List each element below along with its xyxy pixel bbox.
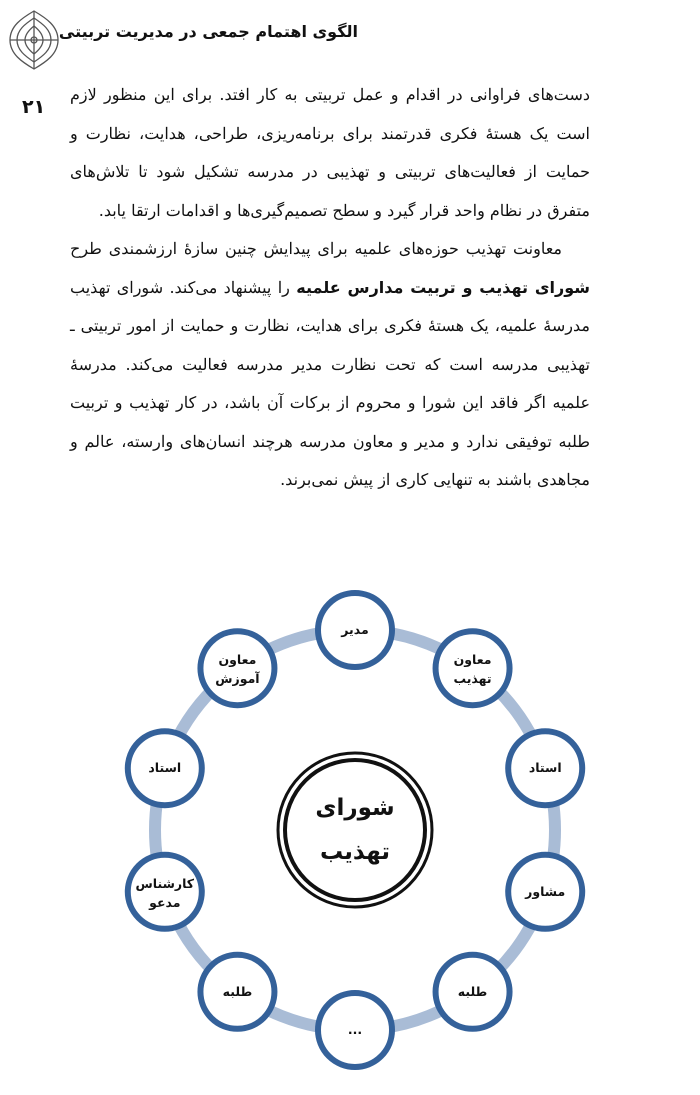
paragraph-2-rest: را پیشنهاد می‌کند. شورای تهذیب مدرسهٔ علمیه، یک هستهٔ فکری برای هدایت، نظارت و حمایت از امور تربیتی ـ تهذیبی مدرسه است که تحت نظارت مدیر مدرسه فعالیت می‌کند. مدرسهٔ علمیه اگر فاقد این شورا و محروم از برکات آن باشد، در کار تهذیب و تربیت طلبه توفیقی ندارد و مدیر و معاون مدرسه هرچند انسان‌های وارسته، عالم و مجاهدی باشند به تنهایی کاری از پیش نمی‌برند. <box>70 277 591 489</box>
node-label-line-1: ... <box>347 1022 363 1037</box>
page-title: الگوی اهتمام جمعی در مدیریت تربیتی <box>58 22 358 41</box>
node-circle <box>128 855 202 929</box>
council-member-node <box>508 855 582 929</box>
council-member-node <box>128 731 202 805</box>
center-node <box>278 753 432 907</box>
council-diagram <box>0 575 700 1095</box>
council-member-node <box>318 593 392 667</box>
node-label-line-2: آموزش <box>215 671 260 687</box>
paragraph-2-start: معاونت تهذیب حوزه‌های علمیه برای پیدایش چنین سازهٔ ارزشمندی طرح <box>70 239 563 258</box>
node-label-line-1: معاون <box>218 652 257 668</box>
node-label-line-1: معاون <box>453 652 492 668</box>
node-label-line-2: تهذیب <box>453 671 492 687</box>
node-circle <box>200 631 274 705</box>
node-label-line-1: استاد <box>528 760 562 776</box>
council-member-node <box>128 855 202 929</box>
council-member-node <box>200 631 274 705</box>
center-label-line-2: تهذیب <box>319 839 391 865</box>
ornament-icon <box>6 8 62 72</box>
node-label-line-1: طلبه <box>457 983 488 999</box>
node-circle <box>436 631 510 705</box>
paragraph-1: دست‌های فراوانی در اقدام و عمل تربیتی به کار افتد. برای این منظور لازم است یک هستهٔ فکری قدرتمند برای برنامه‌ریزی، طراحی، هدایت، نظارت و حمایت از فعالیت‌های تربیتی و تهذیبی در مدرسه تشکیل شود تا تلاش‌های متفرق در نظام واحد قرار گیرد و سطح تصمیم‌گیری‌ها و اقدامات ارتقا یابد. <box>70 85 590 220</box>
council-member-node <box>508 731 582 805</box>
council-member-node <box>436 631 510 705</box>
node-label-line-1: طلبه <box>222 983 253 999</box>
paragraph-2 <box>70 230 590 500</box>
page-number: ۲۱ <box>22 96 46 118</box>
paragraph-2-bold-term: شورای تهذیب و تربیت مدارس علمیه <box>296 277 590 297</box>
council-member-node <box>318 993 392 1067</box>
center-label-line-1: شورای <box>315 795 395 821</box>
node-label-line-2: مدعو <box>149 894 181 910</box>
node-label-line-1: کارشناس <box>135 875 195 891</box>
council-member-node <box>200 955 274 1029</box>
page-header <box>0 0 700 70</box>
node-label-line-1: مدیر <box>341 622 369 637</box>
node-label-line-1: استاد <box>148 760 182 776</box>
node-label-line-1: مشاور <box>525 883 566 899</box>
council-member-node <box>436 955 510 1029</box>
center-circle-inner <box>285 760 425 900</box>
body-text <box>70 76 590 500</box>
